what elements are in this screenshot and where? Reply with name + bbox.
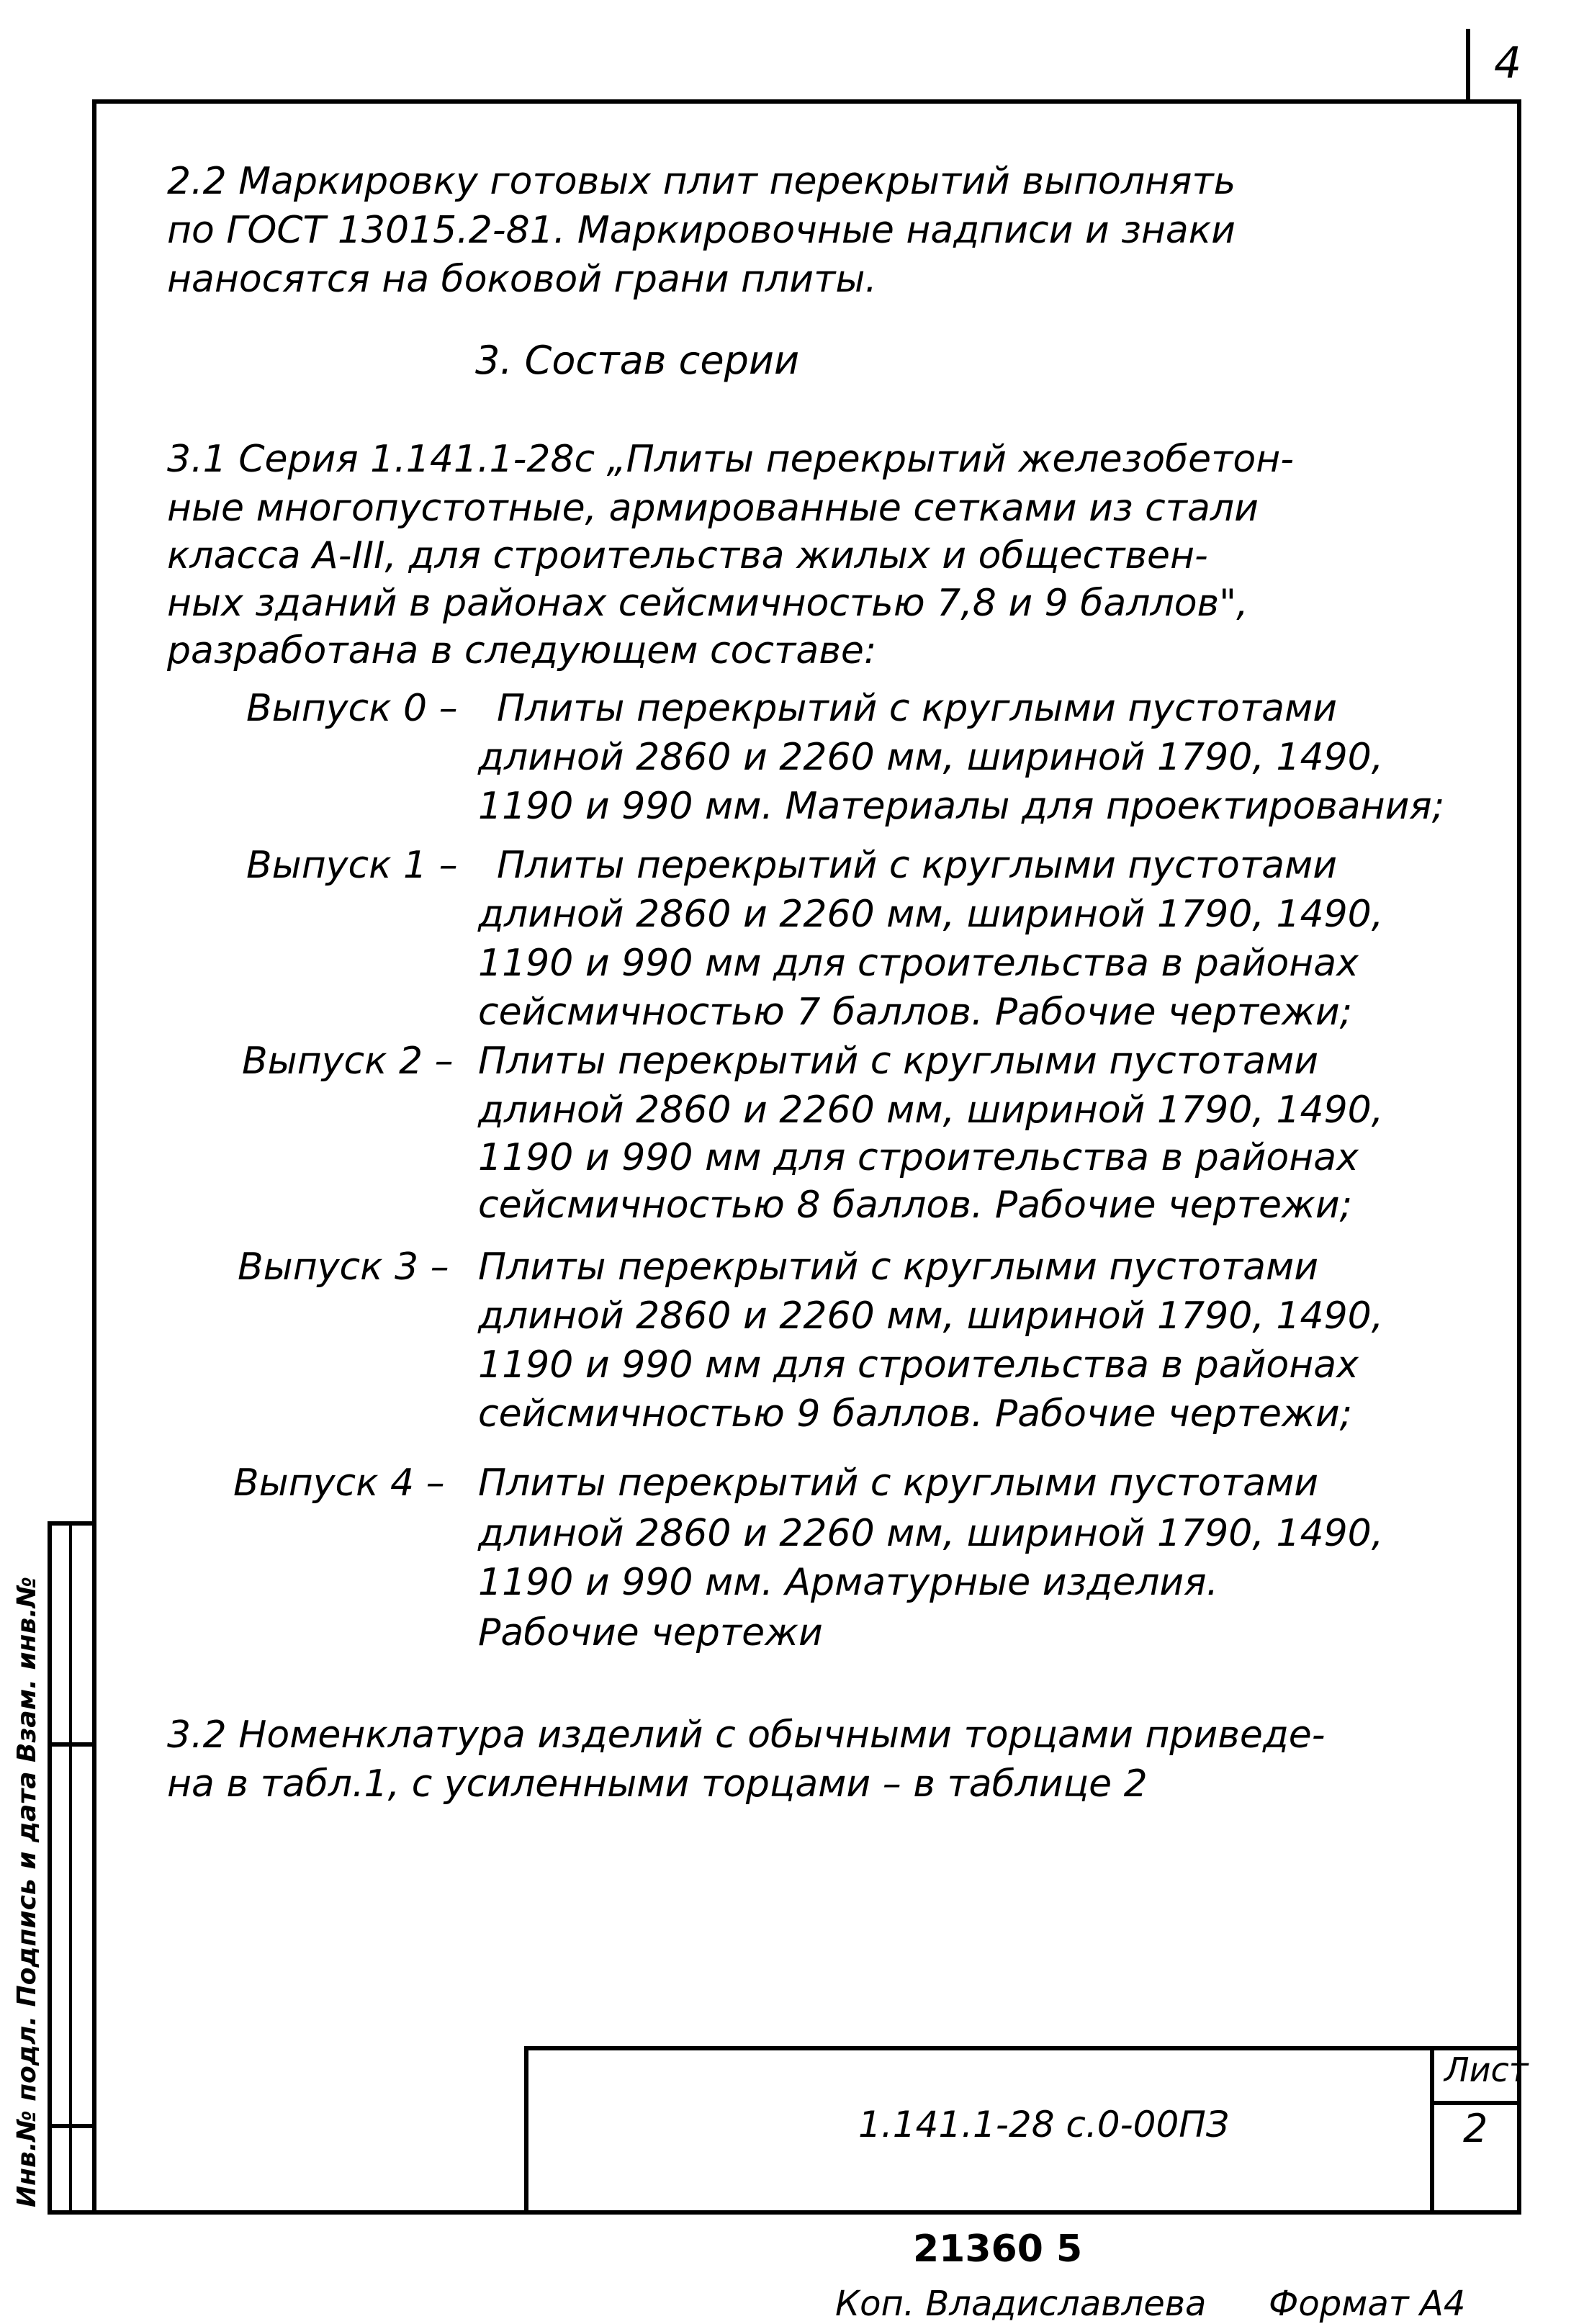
margin-label: Инв.№ подл. Подпись и дата Взам. инв.№ [12, 1576, 42, 2207]
text-line: Плиты перекрытий с круглыми пустотами [478, 1246, 1319, 1289]
issue-label: Выпуск 3 – [238, 1246, 449, 1289]
title-block-divider [1430, 2046, 1434, 2215]
section-heading: 3. Состав серии [475, 338, 800, 383]
text-line: сейсмичностью 8 баллов. Рабочие чертежи; [478, 1184, 1353, 1227]
text-line: 1190 и 990 мм для строительства в районах [478, 942, 1359, 985]
text-line: длиной 2860 и 2260 мм, шириной 1790, 1490, [478, 1294, 1384, 1338]
text-line: 3.1 Серия 1.141.1-28с „Плиты перекрытий железобетон- [167, 438, 1294, 481]
margin-strip [48, 1521, 96, 2215]
text-line: 1190 и 990 мм. Арматурные изделия. [478, 1561, 1219, 1604]
text-line: класса А-III, для строительства жилых и обществен- [167, 534, 1208, 577]
text-line: сейсмичностью 9 баллов. Рабочие чертежи; [478, 1392, 1353, 1436]
margin-strip-line [48, 1742, 96, 1747]
issue-label: Выпуск 0 – [246, 687, 458, 730]
sheet-label: Лист [1444, 2050, 1529, 2089]
text-line: ные многопустотные, армированные сетками из стали [167, 487, 1259, 530]
text-line: Плиты перекрытий с круглыми пустотами [497, 844, 1338, 887]
issue-label: Выпуск 2 – [242, 1040, 454, 1083]
text-line: ных зданий в районах сейсмичностью 7,8 и 9 баллов", [167, 582, 1248, 625]
text-line: сейсмичностью 7 баллов. Рабочие чертежи; [478, 991, 1353, 1034]
margin-strip-divider [69, 1521, 72, 2215]
page-number: 4 [1494, 38, 1522, 89]
issue-label: Выпуск 1 – [246, 844, 458, 887]
text-line: 1190 и 990 мм. Материалы для проектирования; [478, 785, 1445, 828]
text-line: Плиты перекрытий с круглыми пустотами [478, 1040, 1319, 1083]
text-line: по ГОСТ 13015.2-81. Маркировочные надписи и знаки [167, 209, 1236, 252]
text-line: Плиты перекрытий с круглыми пустотами [478, 1461, 1319, 1505]
text-line: наносятся на боковой грани плиты. [167, 258, 877, 301]
text-line: 3.2 Номенклатура изделий с обычными торцами приведе- [167, 1713, 1326, 1757]
sheet-number: 2 [1463, 2106, 1488, 2151]
text-line: длиной 2860 и 2260 мм, шириной 1790, 1490, [478, 736, 1384, 779]
text-line: разработана в следующем составе: [167, 629, 877, 672]
text-line: 2.2 Маркировку готовых плит перекрытий выполнять [167, 160, 1236, 203]
text-line: 1190 и 990 мм для строительства в районах [478, 1343, 1359, 1387]
issue-label: Выпуск 4 – [233, 1461, 445, 1505]
archive-number: 21360 5 [913, 2228, 1083, 2271]
text-line: на в табл.1, с усиленными торцами – в таблице 2 [167, 1762, 1148, 1806]
text-line: длиной 2860 и 2260 мм, шириной 1790, 1490, [478, 1512, 1384, 1555]
paper-format: Формат А4 [1269, 2284, 1466, 2324]
document-code: 1.141.1-28 с.0-00ПЗ [858, 2104, 1229, 2145]
text-line: длиной 2860 и 2260 мм, шириной 1790, 1490, [478, 893, 1384, 936]
text-line: Рабочие чертежи [478, 1611, 823, 1654]
title-block-divider [1430, 2101, 1521, 2105]
text-line: длиной 2860 и 2260 мм, шириной 1790, 1490, [478, 1089, 1384, 1132]
text-line: 1190 и 990 мм для строительства в районах [478, 1136, 1359, 1179]
text-line: Плиты перекрытий с круглыми пустотами [497, 687, 1338, 730]
margin-strip-line [48, 2124, 96, 2128]
copyist-credit: Коп. Владиславлева [835, 2284, 1207, 2324]
